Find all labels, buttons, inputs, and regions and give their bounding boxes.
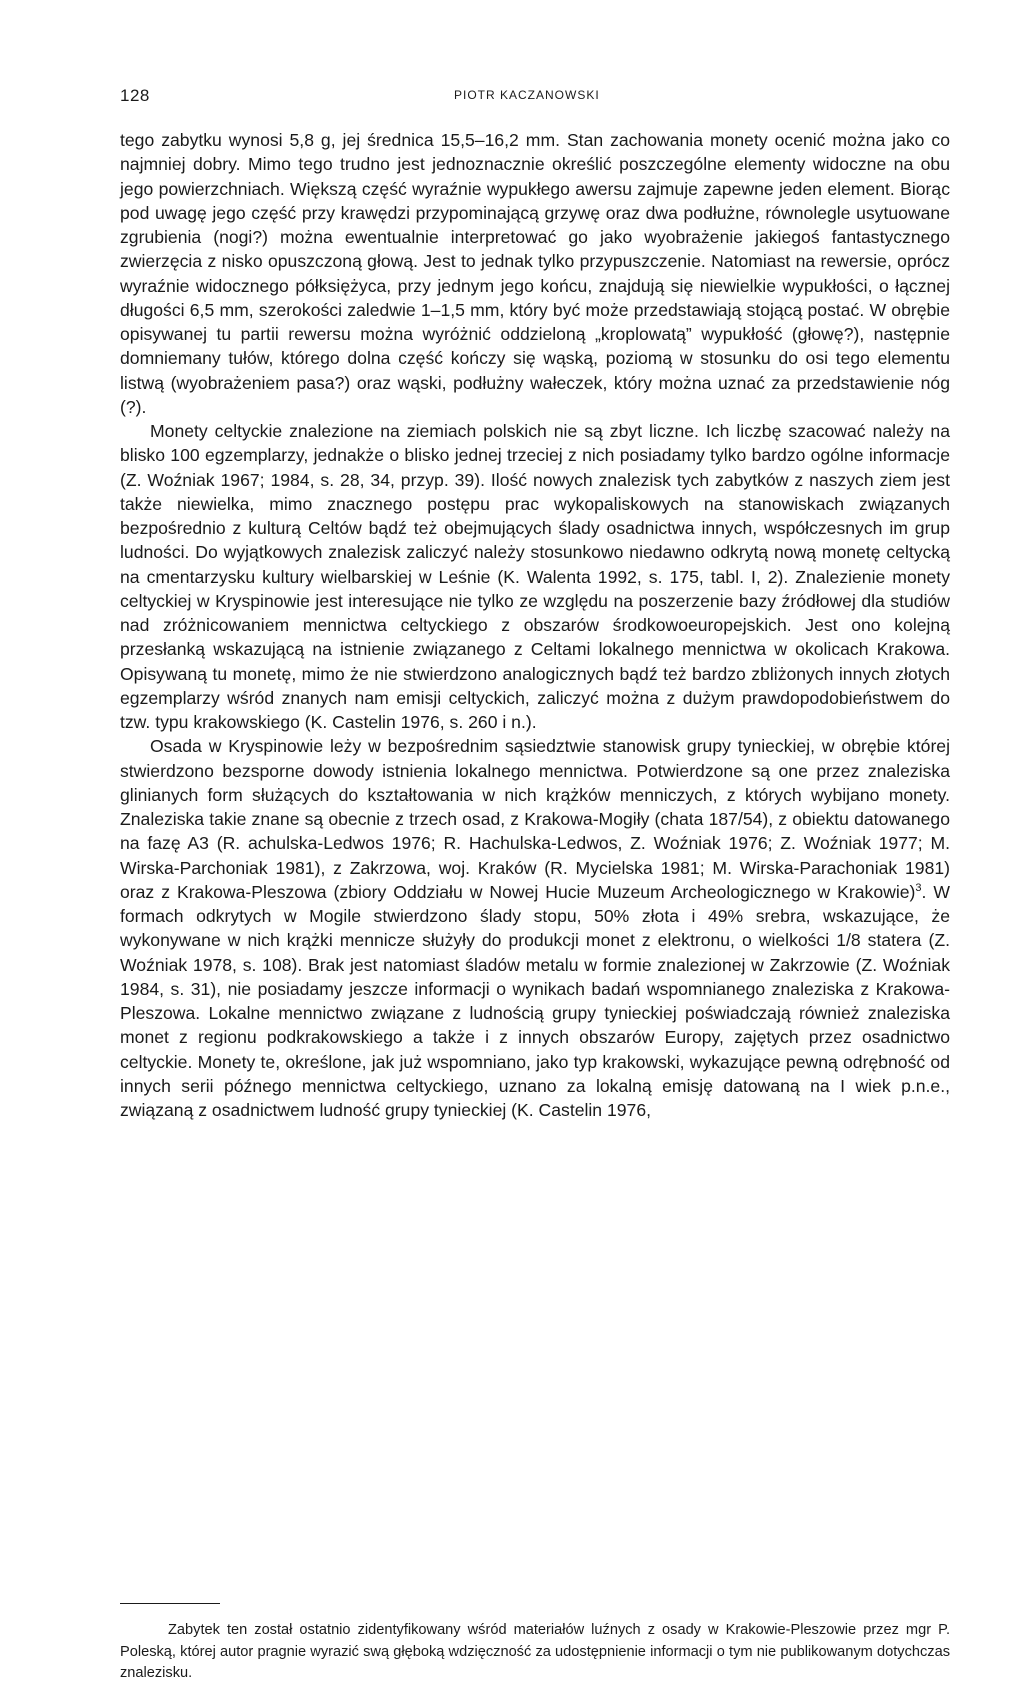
footnote-reference: 3 — [915, 881, 922, 894]
page-number: 128 — [120, 86, 150, 105]
footnote-separator — [120, 1603, 220, 1604]
paragraph: Monety celtyckie znalezione na ziemiach polskich nie są zbyt liczne. Ich liczbę szacować należy na blisko 100 egzemplarzy, jednakże o blisko jednej trzeciej z nich posiadamy tylko bardzo ogólne informacje (Z. Woźniak 1967; 1984, s. 28, 34, przyp. 39). Ilość nowych znalezisk tych zabytków z naszych ziem jest także niewielka, mimo znacznego postępu prac wykopaliskowych na stanowiskach związanych bezpośrednio z kulturą Celtów bądź też obejmujących ślady osadnictwa innych, współczesnych im grup ludności. Do wyjątkowych znalezisk zaliczyć należy stosunkowo niedawno odkrytą nową monetę celtycką na cmentarzysku kultury wielbarskiej w Leśnie (K. Walenta 1992, s. 175, tabl. I, 2). Znalezienie monety celtyckiej w Kryspinowie jest interesujące nie tylko ze względu na poszerzenie bazy źródłowej dla studiów nad zróżnicowaniem mennictwa celtyckiego z obszarów środkowoeuropejskich. Jest ono kolejną przesłanką wskazującą na istnienie związanego z Celtami lokalnego mennictwa w okolicach Krakowa. Opisywaną tu monetę, mimo że nie stwierdzono analogicznych bądź też bardzo zbliżonych innych złotych egzemplarzy wśród znanych nam emisji celtyckich, zaliczyć można z dużym prawdopodobieństwem do tzw. typu krakowskiego (K. Castelin 1976, s. 260 i n.). — [120, 421, 950, 732]
paragraph-text: . W formach odkrytych w Mogile stwierdzono ślady stopu, 50% złota i 49% srebra, wskazujące, że wykonywane w nich krążki mennicze służyły do produkcji monet z elektronu, o wielkości 1/8 statera (Z. Woźniak 1978, s. 108). Brak jest natomiast śladów metalu w formie znalezionej w Zakrzowie (Z. Woźniak 1984, s. 31), nie posiadamy jeszcze informacji o wynikach badań wspomnianego znaleziska z Krakowa-Pleszowa. Lokalne mennictwo związane z ludnością grupy tynieckiej poświadczają również znaleziska monet z regionu podkrakowskiego a także i z innych obszarów Europy, zajętych przez osadnictwo celtyckie. Monety te, określone, jak już wspomniano, jako typ krakowski, wykazujące pewną odrębność od innych serii późnego mennictwa celtyckiego, uznano za lokalną emisję datowaną na I wiek p.n.e., związaną z osadnictwem ludność grupy tynieckiej (K. Castelin 1976, — [120, 881, 950, 1120]
running-head: PIOTR KACZANOWSKI — [454, 88, 600, 102]
paragraph-text: Osada w Kryspinowie leży w bezpośrednim sąsiedztwie stanowisk grupy tynieckiej, w obrębie której stwierdzono bezsporne dowody istnienia lokalnego mennictwa. Potwierdzone są one przez znaleziska glinianych form służących do kształtowania w nich krążków menniczych, z których wybijano monety. Znaleziska takie znane są obecnie z trzech osad, z Krakowa-Mogiły (chata 187/54), z obiektu datowanego na fazę A3 (R. achulska-Ledwos 1976; R. Hachulska-Ledwos, Z. Woźniak 1976; Z. Woźniak 1977; M. Wirska-Parchoniak 1981), z Zakrzowa, woj. Kraków (R. Mycielska 1981; M. Wirska-Parachoniak 1981) oraz z Krakowa-Pleszowa (zbiory Oddziału w Nowej Hucie Muzeum Archeologicznego w Krakowie) — [120, 736, 950, 902]
paragraph: tego zabytku wynosi 5,8 g, jej średnica 15,5–16,2 mm. Stan zachowania monety ocenić można jako co najmniej dobry. Mimo tego trudno jest jednoznacznie określić poszczególne elementy widoczne na obu jego powierzchniach. Większą część wyraźnie wypukłego awersu zajmuje zapewne jeden element. Biorąc pod uwagę jego część przy krawędzi przypominającą grzywę oraz dwa podłużne, równolegle usytuowane zgrubienia (nogi?) można ewentualnie interpretować go jako wyobrażenie jakiegoś fantastycznego zwierzęcia z nisko opuszczoną głową. Jest to jednak tylko przypuszczenie. Natomiast na rewersie, oprócz wyraźnie widocznego półksiężyca, przy jednym jego końcu, znajdują się niewielkie wypukłości, o łącznej długości 6,5 mm, szerokości zaledwie 1–1,5 mm, który być może przedstawiają stojącą postać. W obrębie opisywanej tu partii rewersu można wyróżnić oddzieloną „kroplowatą” wypukłość (głowę?), następnie domniemany tułów, którego dolna część kończy się wąską, poziomą w stosunku do osi tego elementu listwą (wyobrażeniem pasa?) oraz wąski, podłużny wałeczek, który można uznać za przedstawienie nóg (?). — [120, 130, 950, 417]
page-header — [120, 86, 950, 108]
footnote: Zabytek ten został ostatnio zidentyfikowany wśród materiałów luźnych z osady w Krakowie-Pleszowie przez mgr P. Poleską, której autor pragnie wyrazić swą głęboką wdzięczność za udostępnienie informacji o tym nie publikowanym dotychczas znalezisku. — [120, 1622, 950, 1681]
paragraph — [120, 734, 950, 1122]
body-text — [120, 128, 950, 1122]
